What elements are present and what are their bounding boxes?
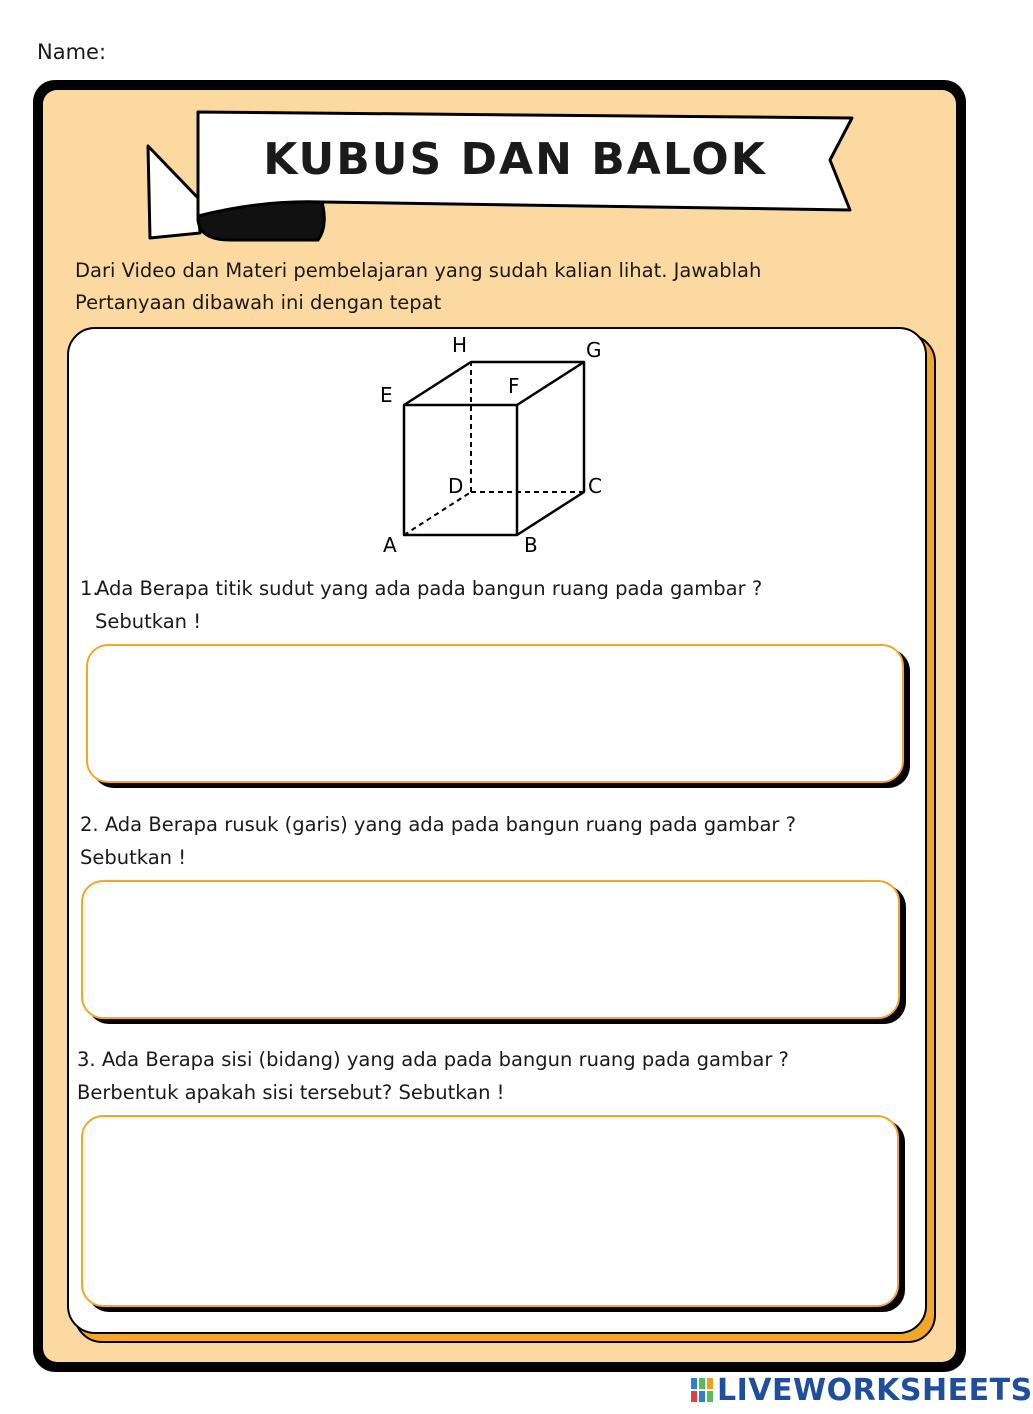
front-face: [404, 405, 517, 535]
vertex-label-E: E: [380, 383, 393, 407]
logo-text: LIVEWORKSHEETS: [717, 1372, 1033, 1408]
right-face: [517, 362, 584, 535]
vertex-label-B: B: [524, 533, 538, 557]
question-text-line-2: Sebutkan !: [95, 610, 202, 633]
vertex-label-D: D: [448, 474, 464, 498]
edge-AD: [404, 492, 471, 535]
top-face: [404, 362, 584, 405]
question-text: Ada Berapa sisi (bidang) yang ada pada bangun ruang pada gambar ?: [101, 1048, 789, 1071]
vertex-label-F: F: [508, 374, 520, 398]
vertex-label-A: A: [383, 533, 397, 557]
question-text-line-2: Berbentuk apakah sisi tersebut? Sebutkan !: [77, 1081, 505, 1104]
page-title: KUBUS DAN BALOK: [263, 134, 767, 185]
answer-box-1[interactable]: [86, 644, 904, 783]
answer-box-3[interactable]: [81, 1115, 899, 1307]
question-number: 2.: [80, 813, 99, 836]
instructions-line-1: Dari Video dan Materi pembelajaran yang sudah kalian lihat. Jawablah: [75, 259, 762, 282]
instructions: [75, 255, 915, 319]
question-number: 1.: [80, 577, 99, 600]
answer-box-2[interactable]: [81, 880, 900, 1019]
question-number: 3.: [77, 1048, 96, 1071]
cube-figure: [370, 330, 620, 560]
vertex-label-C: C: [588, 474, 602, 498]
vertex-label-G: G: [586, 338, 602, 362]
question-1: [80, 572, 900, 638]
liveworksheets-icon: [690, 1376, 714, 1404]
instructions-line-2: Pertanyaan dibawah ini dengan tepat: [75, 291, 442, 314]
question-3: [77, 1043, 897, 1109]
name-label: Name:: [37, 40, 107, 64]
question-text: Ada Berapa titik sudut yang ada pada bangun ruang pada gambar ?: [96, 577, 763, 600]
question-text-line-2: Sebutkan !: [80, 846, 187, 869]
liveworksheets-logo[interactable]: [690, 1372, 1033, 1408]
question-2: [80, 808, 900, 874]
question-text: Ada Berapa rusuk (garis) yang ada pada bangun ruang pada gambar ?: [104, 813, 796, 836]
vertex-label-H: H: [452, 333, 468, 357]
